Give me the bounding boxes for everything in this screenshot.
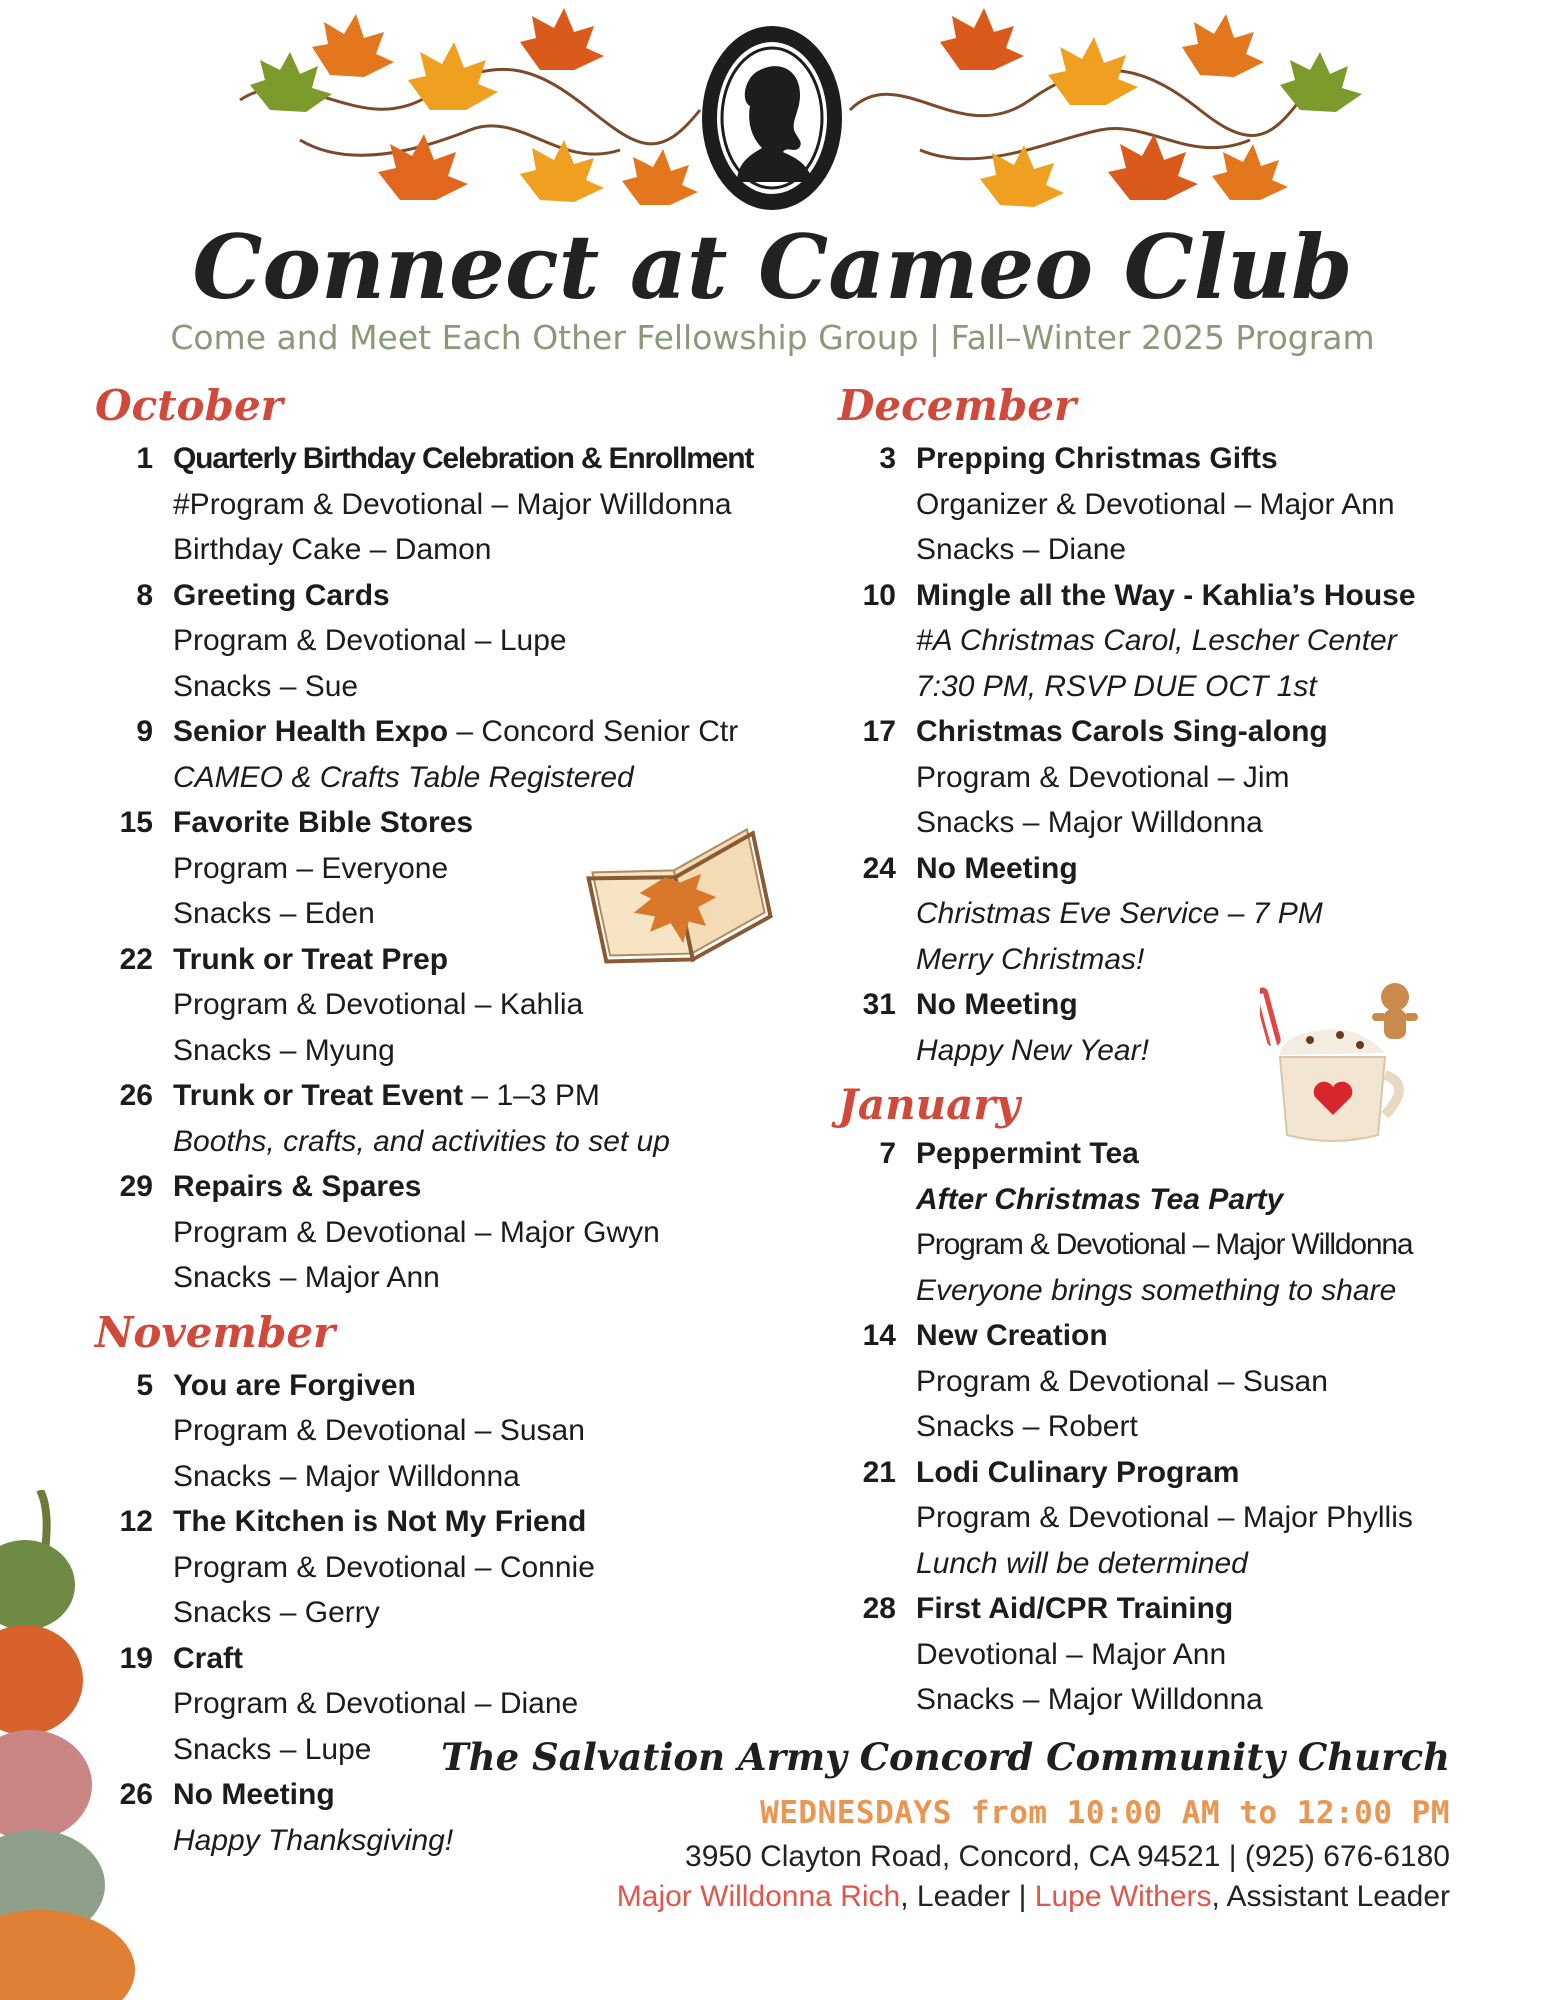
event-title: Trunk or Treat Event	[173, 1079, 464, 1112]
event-detail: Snacks – Gerry	[173, 1596, 380, 1629]
leader-role: , Leader |	[900, 1880, 1035, 1913]
event-day: 15	[119, 806, 153, 839]
event-day: 31	[862, 988, 896, 1021]
month-heading-november: November	[95, 1307, 336, 1357]
event-day: 5	[136, 1368, 153, 1402]
event-oct-9	[95, 709, 815, 800]
event-detail: Snacks – Robert	[916, 1410, 1138, 1443]
page-title: Connect at Cameo Club	[192, 215, 1353, 319]
event-detail: Everyone brings something to share	[916, 1273, 1397, 1307]
event-detail: 7:30 PM, RSVP DUE OCT 1st	[916, 669, 1317, 703]
event-day: 8	[136, 578, 153, 612]
event-oct-22	[95, 937, 815, 1074]
event-oct-15	[95, 800, 815, 937]
event-title: Prepping Christmas Gifts	[916, 442, 1278, 475]
event-nov-12	[95, 1499, 815, 1636]
event-day: 3	[879, 442, 896, 475]
event-detail: Snacks – Major Willdonna	[916, 1683, 1263, 1716]
event-title: Senior Health Expo	[173, 715, 449, 748]
event-detail: Program & Devotional – Major Gwyn	[173, 1215, 660, 1249]
event-day: 26	[119, 1079, 153, 1112]
event-oct-1	[95, 436, 815, 573]
event-time: – 1–3 PM	[463, 1079, 600, 1112]
event-detail: CAMEO & Crafts Table Registered	[173, 760, 634, 794]
event-oct-8	[95, 573, 815, 710]
event-jan-7	[838, 1131, 1478, 1313]
event-detail: Happy Thanksgiving!	[173, 1823, 454, 1857]
event-title: Peppermint Tea	[916, 1137, 1139, 1170]
event-detail: Christmas Eve Service – 7 PM	[916, 897, 1323, 930]
left-column	[95, 380, 815, 1863]
event-detail: Program & Devotional – Major Willdonna	[916, 1228, 1413, 1261]
event-title: Repairs & Spares	[173, 1170, 422, 1203]
event-detail: Program & Devotional – Connie	[173, 1550, 595, 1584]
event-title: Craft	[173, 1641, 244, 1675]
event-title: No Meeting	[173, 1778, 335, 1811]
event-detail: Program & Devotional – Susan	[173, 1414, 585, 1447]
month-heading-october: October	[95, 381, 283, 430]
event-location: – Concord Senior Ctr	[448, 715, 739, 748]
event-day: 14	[862, 1319, 896, 1352]
event-title: Christmas Carols Sing-along	[916, 715, 1328, 748]
event-detail: Snacks – Major Willdonna	[916, 806, 1263, 839]
event-detail: Birthday Cake – Damon	[173, 533, 492, 566]
event-jan-21	[838, 1450, 1478, 1587]
event-detail: #A Christmas Carol, Lescher Center	[916, 624, 1397, 657]
event-detail: Happy New Year!	[916, 1033, 1149, 1067]
event-dec-31	[838, 982, 1478, 1073]
organization-name: The Salvation Army Concord Community Church	[441, 1735, 1450, 1779]
event-detail: Snacks – Lupe	[173, 1732, 372, 1766]
event-title: Favorite Bible Stores	[173, 806, 474, 839]
month-heading-december: December	[838, 381, 1077, 430]
event-dec-3	[838, 436, 1478, 573]
event-dec-10	[838, 573, 1478, 710]
event-title: Quarterly Birthday Celebration & Enrollment	[173, 442, 754, 475]
event-detail: Snacks – Diane	[916, 533, 1127, 566]
assistant-leader-name: Lupe Withers	[1034, 1880, 1212, 1913]
event-detail: Snacks – Myung	[173, 1033, 395, 1067]
event-detail: #Program & Devotional – Major Willdonna	[173, 487, 732, 521]
event-day: 12	[119, 1505, 153, 1538]
event-detail: Lunch will be determined	[916, 1546, 1248, 1580]
event-title: Greeting Cards	[173, 578, 390, 612]
event-nov-5	[95, 1363, 815, 1500]
event-day: 22	[119, 942, 153, 976]
event-day: 29	[119, 1170, 153, 1203]
event-detail: Program & Devotional – Lupe	[173, 624, 567, 657]
address-phone: 3950 Clayton Road, Concord, CA 94521 | (925) 676-6180	[685, 1840, 1450, 1873]
right-column	[838, 380, 1478, 1723]
event-title: The Kitchen is Not My Friend	[173, 1505, 587, 1538]
meeting-hours: WEDNESDAYS from 10:00 AM to 12:00 PM	[760, 1795, 1450, 1831]
event-day: 1	[136, 442, 153, 475]
assistant-leader-role: , Assistant Leader	[1211, 1880, 1450, 1913]
event-detail: Program & Devotional – Diane	[173, 1687, 579, 1720]
event-title: New Creation	[916, 1319, 1108, 1352]
leaders-line	[617, 1880, 1450, 1914]
month-heading-january: January	[838, 1080, 1020, 1129]
event-detail: Snacks – Sue	[173, 669, 359, 703]
event-oct-26	[95, 1073, 815, 1164]
event-title: No Meeting	[916, 851, 1078, 885]
event-detail: Devotional – Major Ann	[916, 1637, 1227, 1671]
event-detail: Snacks – Major Willdonna	[173, 1459, 520, 1493]
event-subtitle: After Christmas Tea Party	[916, 1182, 1284, 1216]
event-detail: Organizer & Devotional – Major Ann	[916, 487, 1395, 521]
event-detail: Program & Devotional – Susan	[916, 1364, 1328, 1398]
event-detail: Program & Devotional – Kahlia	[173, 988, 584, 1021]
event-detail: Program – Everyone	[173, 851, 449, 885]
event-day: 10	[862, 578, 896, 612]
page-subtitle: Come and Meet Each Other Fellowship Group | Fall–Winter 2025 Program	[170, 318, 1375, 357]
autumn-leaves-vine-decoration	[0, 0, 1545, 230]
event-detail: Program & Devotional – Jim	[916, 760, 1290, 794]
event-detail: Snacks – Major Ann	[173, 1261, 440, 1294]
event-detail: Booths, crafts, and activities to set up	[173, 1124, 670, 1158]
event-title: You are Forgiven	[173, 1368, 416, 1402]
event-detail: Snacks – Eden	[173, 897, 375, 930]
event-title: No Meeting	[916, 988, 1078, 1021]
leader-name: Major Willdonna Rich	[616, 1880, 901, 1913]
event-day: 24	[862, 851, 896, 885]
event-title: Lodi Culinary Program	[916, 1455, 1240, 1489]
event-title: Mingle all the Way - Kahlia’s House	[916, 578, 1416, 612]
event-title: Trunk or Treat Prep	[173, 942, 449, 976]
leaf-icon	[250, 52, 332, 112]
event-title: First Aid/CPR Training	[916, 1592, 1234, 1625]
event-day: 21	[862, 1455, 896, 1489]
event-day: 7	[879, 1137, 896, 1170]
event-dec-17	[838, 709, 1478, 846]
event-jan-28	[838, 1586, 1478, 1723]
event-day: 19	[119, 1641, 153, 1675]
cameo-silhouette-icon	[702, 26, 842, 210]
event-day: 17	[862, 715, 896, 748]
event-jan-14	[838, 1313, 1478, 1450]
event-oct-29	[95, 1164, 815, 1301]
event-detail: Merry Christmas!	[916, 942, 1145, 976]
event-day: 26	[119, 1778, 153, 1811]
event-detail: Program & Devotional – Major Phyllis	[916, 1501, 1413, 1534]
event-day: 28	[862, 1592, 896, 1625]
event-dec-24	[838, 846, 1478, 983]
event-day: 9	[136, 715, 153, 748]
